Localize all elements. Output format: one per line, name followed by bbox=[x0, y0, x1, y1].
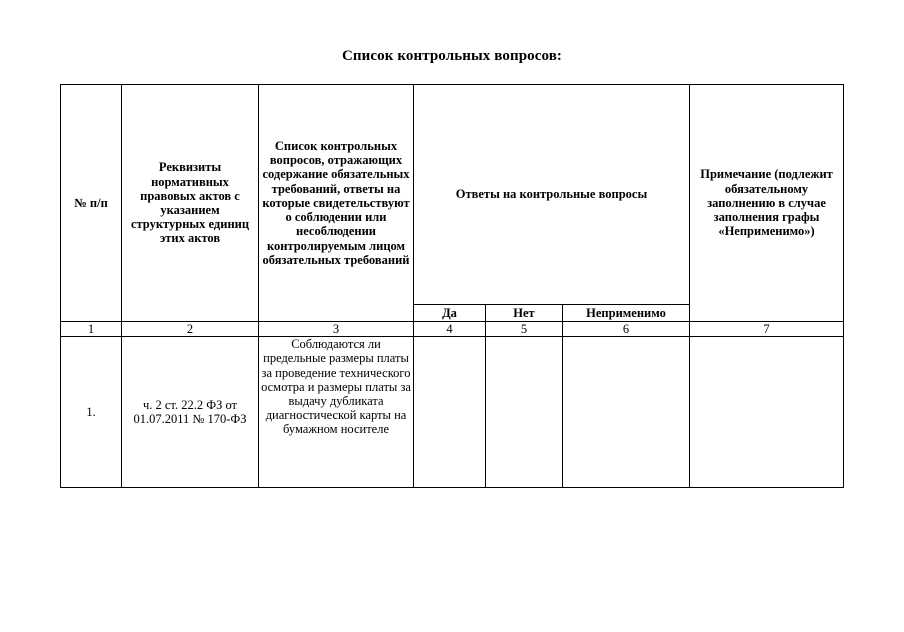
header-number: № п/п bbox=[61, 85, 122, 322]
column-number: 7 bbox=[690, 322, 844, 337]
header-row bbox=[61, 85, 844, 305]
answer-not-applicable-cell[interactable] bbox=[563, 337, 690, 488]
checklist-table bbox=[60, 84, 844, 488]
column-number: 6 bbox=[563, 322, 690, 337]
column-number: 5 bbox=[486, 322, 563, 337]
column-number: 4 bbox=[414, 322, 486, 337]
note-cell[interactable] bbox=[690, 337, 844, 488]
table-row bbox=[61, 337, 844, 488]
column-number-row bbox=[61, 322, 844, 337]
header-answer-yes: Да bbox=[414, 305, 486, 322]
header-answers-group: Ответы на контрольные вопросы bbox=[414, 85, 690, 305]
column-number: 2 bbox=[122, 322, 259, 337]
header-note: Примечание (подлежит обязательному заполнению в случае заполнения графы «Неприменимо») bbox=[690, 85, 844, 322]
page-title: Список контрольных вопросов: bbox=[341, 48, 563, 64]
answer-no-cell[interactable] bbox=[486, 337, 563, 488]
row-number: 1. bbox=[61, 337, 122, 488]
header-answer-not-applicable: Неприменимо bbox=[563, 305, 690, 322]
row-requisites: ч. 2 ст. 22.2 ФЗ от 01.07.2011 № 170-ФЗ bbox=[122, 337, 259, 488]
column-number: 1 bbox=[61, 322, 122, 337]
header-answer-no: Нет bbox=[486, 305, 563, 322]
row-question: Соблюдаются ли предельные размеры платы за проведение технического осмотра и размеры платы за выдачу дубликата диагностической карты на бумажном носителе bbox=[259, 337, 414, 488]
header-requisites: Реквизиты нормативных правовых актов с указанием структурных единиц этих актов bbox=[122, 85, 259, 322]
column-number: 3 bbox=[259, 322, 414, 337]
header-questions: Список контрольных вопросов, отражающих содержание обязательных требований, ответы на которые свидетельствуют о соблюдении или несоблюдении контролируемым лицом обязательных требований bbox=[259, 85, 414, 322]
answer-yes-cell[interactable] bbox=[414, 337, 486, 488]
